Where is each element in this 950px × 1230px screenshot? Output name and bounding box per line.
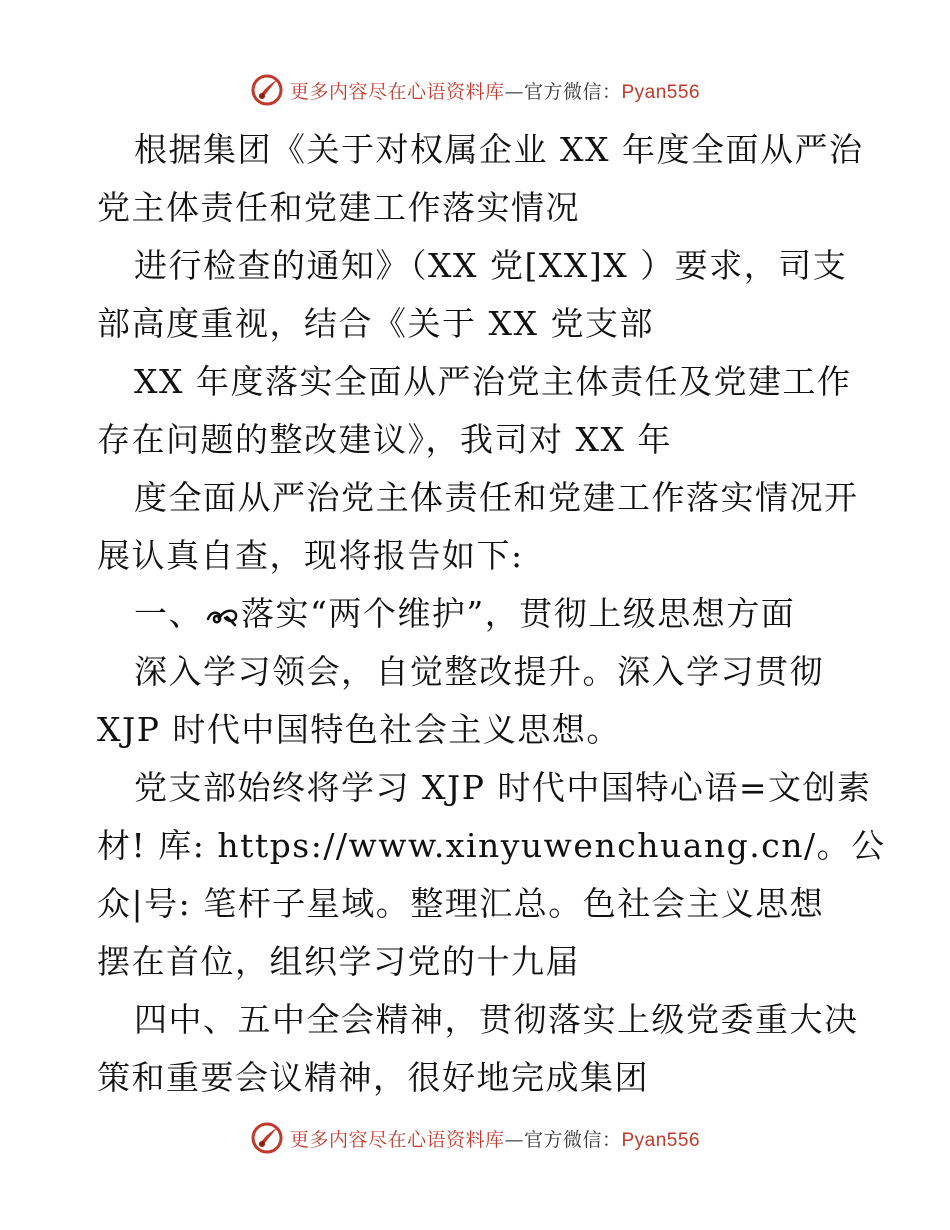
- banner-wechat-id: Pyan556: [621, 81, 701, 103]
- banner-main-text: 更多内容尽在心语资料库: [289, 80, 505, 103]
- paragraph-line: 部高度重视，结合《关于 XX 党支部: [97, 304, 654, 343]
- paragraph-line: 根据集团《关于对权属企业 XX 年度全面从严治: [134, 130, 864, 169]
- banner-separator: —: [504, 1128, 524, 1151]
- banner-wechat-id: Pyan556: [621, 1129, 701, 1151]
- section-heading-number: 一、: [134, 594, 203, 633]
- paragraph-line: 众|号: 笔杆子星域。整理汇总。色社会主义思想: [97, 884, 825, 923]
- scroll-ornament-icon: [205, 603, 239, 629]
- paragraph-line: 党主体责任和党建工作落实情况: [97, 188, 580, 227]
- banner-main-text: 更多内容尽在心语资料库: [289, 1128, 505, 1151]
- banner-separator: —: [504, 80, 524, 103]
- banner-text: [290, 1125, 700, 1152]
- paragraph-line: 策和重要会议精神，很好地完成集团: [97, 1058, 649, 1097]
- header-banner: [0, 70, 950, 110]
- banner-wechat-label: 官方微信：: [523, 80, 622, 103]
- paragraph-line: 深入学习领会，自觉整改提升。深入学习贯彻: [134, 652, 824, 691]
- paragraph-line: 展认真自查，现将报告如下:: [97, 536, 524, 575]
- section-heading: [97, 585, 877, 643]
- document-body: [97, 121, 886, 1107]
- paragraph-line: 度全面从严治党主体责任和党建工作落实情况开: [134, 478, 859, 517]
- section-heading-text: 落实“两个维护”，贯彻上级思想方面: [241, 594, 796, 633]
- paragraph-line: 党支部始终将学习 XJP 时代中国特心语=文创素: [134, 768, 872, 807]
- banner-wechat-label: 官方微信：: [523, 1128, 622, 1151]
- paragraph-line: XJP 时代中国特色社会主义思想。: [97, 710, 621, 749]
- paragraph-line: 摆在首位，组织学习党的十九届: [97, 942, 580, 981]
- paragraph-line: 存在问题的整改建议》，我司对 XX 年: [97, 420, 672, 459]
- paragraph-line: 进行检查的通知》（XX 党[XX]X ）要求，司支: [134, 246, 848, 285]
- paragraph-line: 四中、五中全会精神，贯彻落实上级党委重大决: [134, 1000, 859, 1039]
- banner-text: [290, 77, 700, 104]
- paragraph-line: XX 年度落实全面从严治党主体责任及党建工作: [134, 362, 852, 401]
- brush-logo-icon: [250, 1121, 284, 1155]
- brush-logo-icon: [250, 73, 284, 107]
- footer-banner: [0, 1118, 950, 1158]
- paragraph-line: 材! 库: https://www.xinyuwenchuang.cn/。公: [97, 826, 886, 865]
